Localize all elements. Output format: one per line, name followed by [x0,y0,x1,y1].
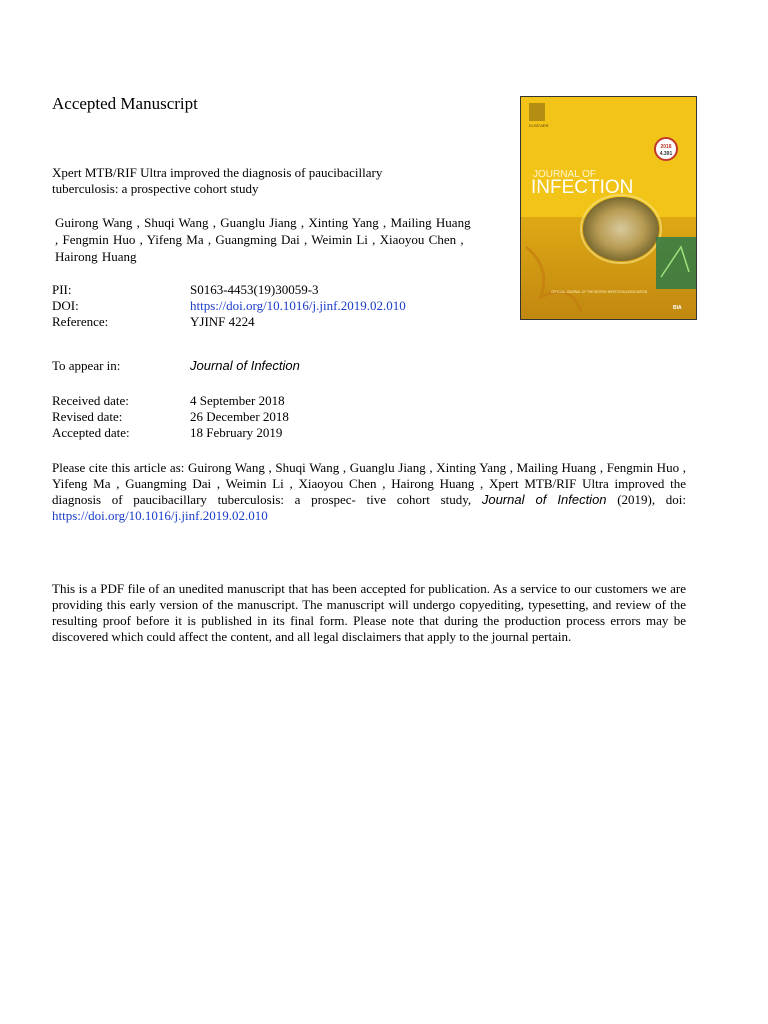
reference-value: YJINF 4224 [190,314,255,329]
elsevier-logo [529,103,545,121]
accepted-label: Accepted date: [52,425,130,440]
pii-value: S0163-4453(19)30059-3 [190,282,319,297]
journal-name: Journal of Infection [190,358,300,373]
cover-cell-image [583,197,659,261]
cover-journal-big: INFECTION [531,177,634,198]
accepted-value: 18 February 2019 [190,425,283,440]
article-authors: Guirong Wang , Shuqi Wang , Guanglu Jiang , Xinting Yang , Mailing Huang , Fengmin Huo , Yifeng Ma , Guangming Dai , Weimin Li , Xiaoyou Chen , Hairong Huang [55,215,471,264]
cover-green-inset [656,237,696,289]
cover-artwork [521,97,696,319]
badge-year: 2018 [660,144,672,150]
citation-journal: Journal of Infection [481,492,607,507]
reference-label: Reference: [52,314,109,329]
badge-value: 4.391 [659,151,673,157]
received-label: Received date: [52,393,129,408]
pii-label: PII: [52,282,72,297]
citation-doi-link[interactable]: https://doi.org/10.1016/j.jinf.2019.02.010 [52,508,268,523]
cover-journal-small: JOURNAL OF [533,169,596,180]
cover-association-text: OFFICIAL JOURNAL OF THE BRITISH INFECTION ASSOCIATION [551,290,648,294]
revised-label: Revised date: [52,409,123,424]
cover-society-logo: BIA [673,305,682,311]
doi-label: DOI: [52,298,79,313]
page-heading: Accepted Manuscript [52,94,198,113]
revised-value: 26 December 2018 [190,409,289,424]
appear-label: To appear in: [52,358,121,373]
doi-link[interactable]: https://doi.org/10.1016/j.jinf.2019.02.010 [190,298,406,313]
received-value: 4 September 2018 [190,393,285,408]
citation-prefix: Please cite this article as: Guirong Wang , Shuqi Wang , Guanglu Jiang , Xinting Yang , Mailing Huang , Fengmin Huo , Yifeng Ma , Guangming Dai , Weimin Li , Xiaoyou Chen , Hairong Huang , Xpert MTB/RIF Ultra improved the diagnosis of paucibacillary tuberculosis: a prospec- tive cohort study, [52,460,686,507]
journal-cover [520,96,697,320]
article-title: Xpert MTB/RIF Ultra improved the diagnosis of paucibacillary tuberculosis: a prospective cohort study [52,165,383,196]
disclaimer: This is a PDF file of an unedited manuscript that has been accepted for publication. As a service to our customers we are providing this early version of the manuscript. The manuscript will undergo copyediting, typesetting, and review of the resulting proof before it is published in its final form. Please note that during the production process errors may be discovered which could affect the content, and all legal disclaimers that apply to the journal pertain. [52,581,686,644]
citation [52,460,686,524]
publisher-text: ELSEVIER [529,123,549,128]
citation-suffix: (2019), doi: [617,492,687,507]
